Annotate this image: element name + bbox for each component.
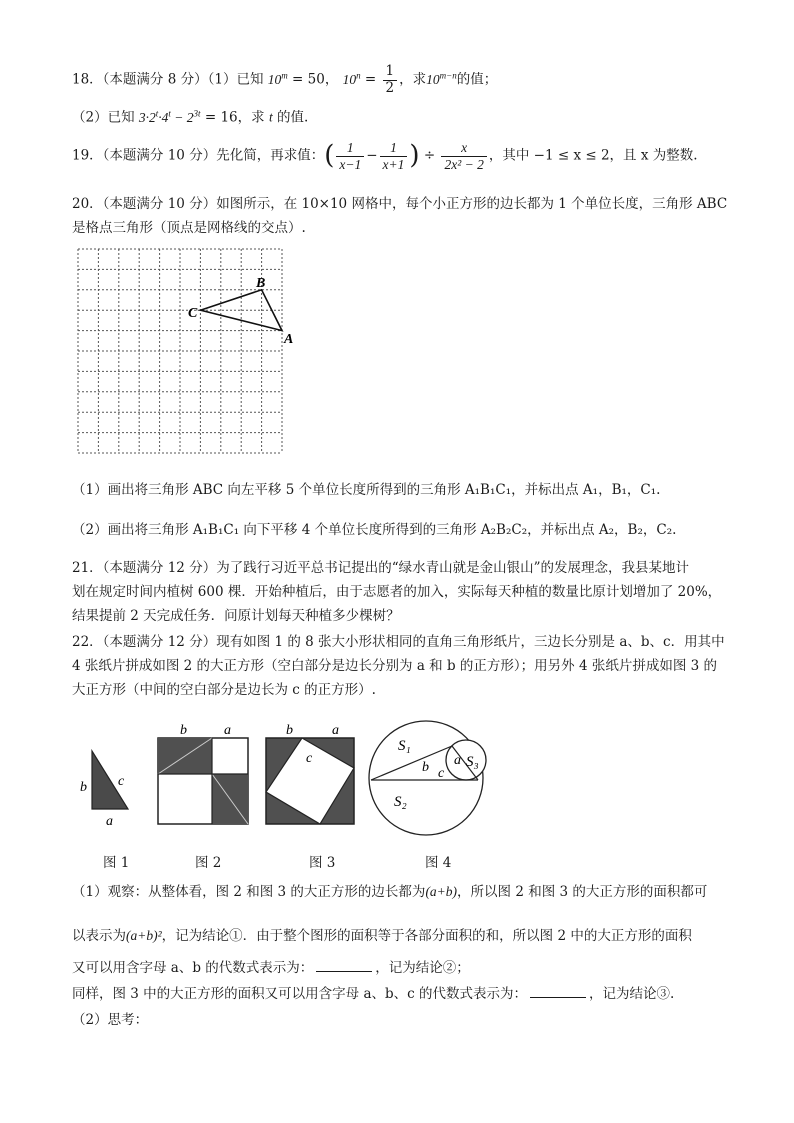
fig1-label-b: b: [80, 780, 87, 795]
q20-line2: 是格点三角形（顶点是网格线的交点）.: [72, 220, 306, 236]
q20-line1: 20．（本题满分 10 分）如图所示，在 10×10 网格中，每个小正方形的边长都为 1 个单位长度，三角形 ABC: [72, 196, 728, 212]
q18-part2-b: = 16，求: [204, 109, 265, 126]
q19-f3-den: 2x² − 2: [444, 156, 484, 172]
grid-lines: [78, 249, 282, 453]
q19-line: 19．（本题满分 10 分）先化简，再求值：( $\frac{1}{x-1}$ − $\frac{1}{x+1}$ ) ÷ $\frac{x}{\text{2x² − 2}}$ ，其中 −1 ≤ x ≤ 2，且 x 为整数.: [72, 140, 698, 172]
fig2-label-a: a: [224, 723, 231, 738]
q22-obs2-expr: (a+b)²: [126, 928, 162, 943]
fig3-label-a: a: [332, 723, 339, 738]
q19-head: 19．（本题满分 10 分）先化简，再求值：: [72, 147, 325, 164]
q22-line2: 4 张纸片拼成如图 2 的大正方形（空白部分是边长分别为 a 和 b 的正方形）；用另外 4 张纸片拼成如图 3 的: [72, 658, 717, 674]
q22-obs3-a: 又可以用含字母 a、b 的代数式表示为：: [72, 960, 314, 976]
q19-frac2: [380, 140, 408, 172]
figure-2-square: [154, 720, 254, 828]
q22-obs2-b: ，记为结论①．由于整个图形的面积等于各部分面积的和，所以图 2 中的大正方形的面积: [161, 928, 692, 944]
q21-line1: 21．（本题满分 12 分）为了践行习近平总书记提出的“绿水青山就是金山银山”的发展理念，我县某地计: [72, 560, 689, 576]
q18-cond1: ，: [324, 71, 339, 88]
fig4-label-s2: S₂: [394, 794, 407, 810]
q20-sub2: （2）画出将三角形 A₁B₁C₁ 向下平移 4 个单位长度所得到的三角形 A₂B₂C₂，并标出点 A₂，B₂，C₂.: [72, 522, 677, 538]
label-b: B: [256, 276, 266, 291]
label-c: C: [188, 306, 198, 321]
fig2-caption: 图 2: [195, 855, 222, 871]
label-a: A: [284, 332, 294, 347]
q18-part2-c: 的值.: [277, 109, 309, 126]
figure-4-circles: [366, 714, 494, 842]
q18-line2: （2）已知 $3\cdot 2^t\cdot 4^t - 2^{3t} = 16$，求 t 的值.: [72, 108, 309, 126]
q19-f1-num: 1: [336, 140, 364, 157]
q22-obs3-b: ，记为结论②；: [375, 960, 470, 976]
fig4-label-c: c: [438, 766, 445, 781]
q18-half-den: 2: [385, 79, 395, 96]
fig4-label-s3: S₃: [466, 754, 479, 770]
fig3-caption: 图 3: [309, 855, 336, 871]
q20-sub1: （1）画出将三角形 ABC 向左平移 5 个单位长度所得到的三角形 A₁B₁C₁，并标出点 A₁，B₁，C₁.: [72, 482, 661, 498]
fig3-label-c: c: [306, 751, 313, 766]
q22-obs4: [72, 986, 674, 1002]
figure-1-triangle: [78, 745, 148, 830]
fig4-label-b: b: [422, 760, 429, 775]
q22-obs1: [72, 884, 707, 900]
q18-head: 18．（本题满分 8 分）（1）已知: [72, 71, 264, 88]
q22-obs3: [72, 960, 470, 976]
fig3-label-b: b: [286, 723, 293, 738]
q22-obs1-expr: (a+b): [425, 884, 458, 899]
fig4-label-a: a: [454, 753, 461, 768]
q20-grid-figure: [76, 247, 294, 462]
q22-obs4-b: ，记为结论③.: [589, 986, 675, 1002]
q22-think: （2）思考：: [72, 1012, 149, 1028]
q22-obs1-tail: ，所以图 2 和图 3 的大正方形的面积都可: [457, 884, 708, 900]
q19-frac3: [441, 140, 486, 172]
q22-line1: 22．（本题满分 12 分）现有如图 1 的 8 张大小形状相同的直角三角形纸片，三边长分别是 a、b、c．用其中: [72, 634, 725, 650]
q22-line3: 大正方形（中间的空白部分是边长为 c 的正方形）.: [72, 682, 376, 698]
q19-tail: ，其中 −1 ≤ x ≤ 2，且 x 为整数.: [488, 147, 698, 164]
q18-part2-a: （2）已知: [72, 109, 135, 126]
fig4-label-s1: S₁: [398, 738, 411, 754]
q22-obs2: [72, 928, 692, 944]
answer-blank-3[interactable]: [530, 997, 586, 998]
q19-f2-num: 1: [380, 140, 408, 157]
fig1-label-a: a: [106, 814, 113, 829]
answer-blank-2[interactable]: [316, 971, 372, 972]
fig1-caption: 图 1: [103, 855, 130, 871]
fig4-caption: 图 4: [425, 855, 452, 871]
figure-3-square: [262, 720, 362, 828]
fig2-label-b: b: [180, 723, 187, 738]
q19-frac1: [336, 140, 364, 172]
fig1-label-c: c: [118, 774, 125, 789]
q18-half-num: 1: [383, 64, 398, 81]
q21-line2: 划在规定时间内植树 600 棵．开始种植后，由于志愿者的加入，实际每天种植的数量比原计划增加了 20%，: [72, 584, 722, 600]
q21-line3: 结果提前 2 天完成任务．问原计划每天种植多少棵树？: [72, 608, 400, 624]
q19-f2-den: x+1: [382, 156, 405, 172]
q18-eq50: = 50: [292, 71, 325, 88]
q22-obs1-text: （1）观察：从整体看，图 2 和图 3 的大正方形的边长都为: [72, 884, 426, 900]
q19-f3-num: x: [441, 140, 486, 157]
q18-cond2: ，求: [399, 71, 427, 88]
q19-f1-den: x−1: [339, 156, 362, 172]
q18-line1: 18．（本题满分 8 分）（1）已知 10$^m$ = 50， $10^n$ = $\frac{1}{2}$ ，求$10^{m-n}$的值；: [72, 63, 498, 96]
q22-obs2-a: 以表示为: [72, 928, 126, 944]
q18-ask: 的值；: [456, 71, 498, 88]
q22-obs4-a: 同样，图 3 中的大正方形的面积又可以用含字母 a、b、c 的代数式表示为：: [72, 986, 528, 1002]
q18-half: [383, 64, 398, 96]
